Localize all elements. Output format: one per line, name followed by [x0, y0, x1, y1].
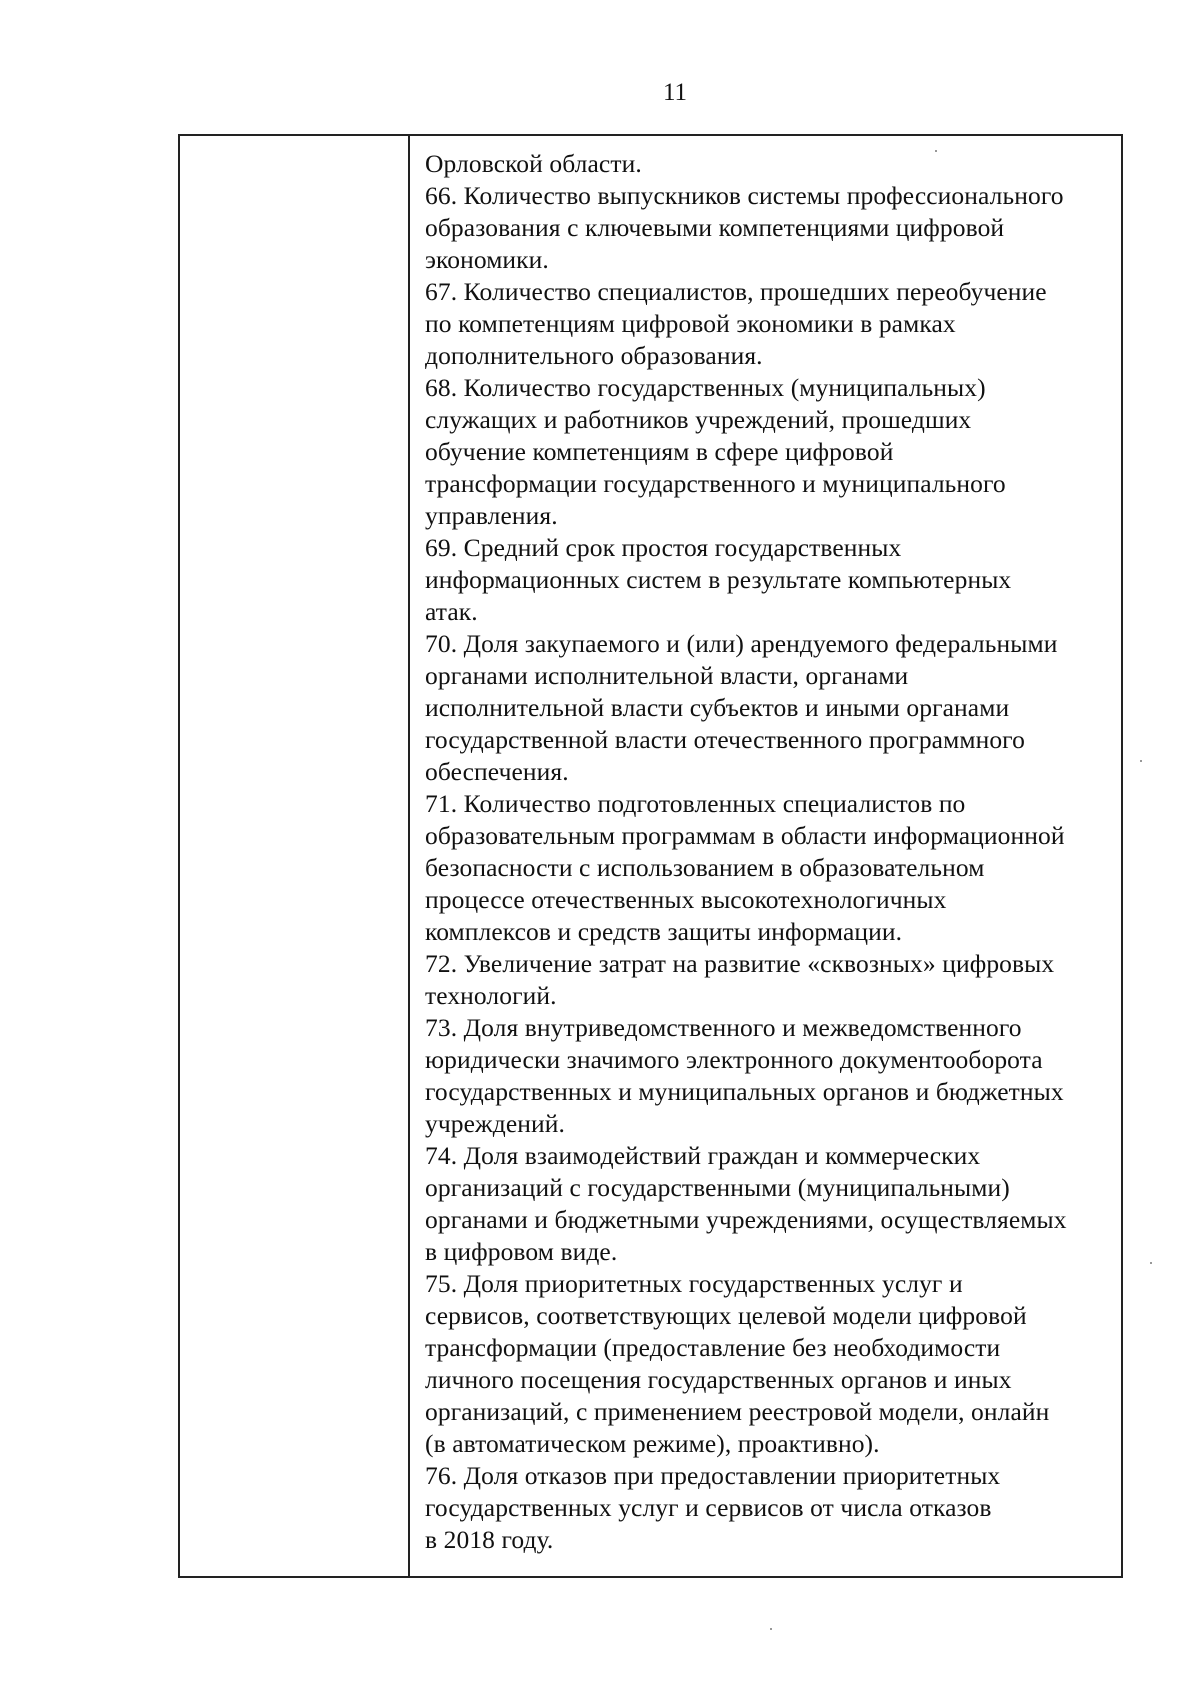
text-line: учреждений. — [425, 1109, 565, 1138]
text-line: экономики. — [425, 245, 549, 274]
text-line: 70. Доля закупаемого и (или) арендуемого федеральными — [425, 629, 1058, 658]
indicator-table — [178, 134, 1123, 1578]
text-line: 73. Доля внутриведомственного и межведомственного — [425, 1013, 1022, 1042]
text-line: сервисов, соответствующих целевой модели цифровой — [425, 1301, 1027, 1330]
text-line: государственных услуг и сервисов от числа отказов — [425, 1493, 992, 1522]
text-line: личного посещения государственных органов и иных — [425, 1365, 1012, 1394]
scan-speck — [1150, 1262, 1152, 1264]
scan-speck — [770, 1628, 772, 1630]
text-line: государственной власти отечественного программного — [425, 725, 1025, 754]
text-line: 69. Средний срок простоя государственных — [425, 533, 902, 562]
text-line: процессе отечественных высокотехнологичных — [425, 885, 947, 914]
text-line: образовательным программам в области информационной — [425, 821, 1065, 850]
text-line: 75. Доля приоритетных государственных услуг и — [425, 1269, 963, 1298]
text-line: обеспечения. — [425, 757, 569, 786]
text-line: 74. Доля взаимодействий граждан и коммерческих — [425, 1141, 981, 1170]
text-line: организаций, с применением реестровой модели, онлайн — [425, 1397, 1050, 1426]
text-line: обучение компетенциям в сфере цифровой — [425, 437, 894, 466]
table-right-column — [410, 136, 1121, 1576]
text-line: комплексов и средств защиты информации. — [425, 917, 903, 946]
text-line: юридически значимого электронного документооборота — [425, 1045, 1043, 1074]
text-line: государственных и муниципальных органов и бюджетных — [425, 1077, 1064, 1106]
text-line: безопасности с использованием в образовательном — [425, 853, 985, 882]
text-line: 76. Доля отказов при предоставлении приоритетных — [425, 1461, 1001, 1490]
text-line: служащих и работников учреждений, прошедших — [425, 405, 972, 434]
text-line: информационных систем в результате компьютерных — [425, 565, 1012, 594]
text-line: 71. Количество подготовленных специалистов по — [425, 789, 966, 818]
table-left-column — [180, 136, 410, 1576]
text-line: 72. Увеличение затрат на развитие «сквозных» цифровых — [425, 949, 1055, 978]
text-line: атак. — [425, 597, 478, 626]
text-line: дополнительного образования. — [425, 341, 763, 370]
text-line: организаций с государственными (муниципальными) — [425, 1173, 1010, 1202]
scan-speck — [935, 150, 937, 152]
page-number: 11 — [662, 79, 688, 106]
text-line: органами исполнительной власти, органами — [425, 661, 909, 690]
text-line: управления. — [425, 501, 558, 530]
text-line: образования с ключевыми компетенциями цифровой — [425, 213, 1005, 242]
scan-speck — [1140, 760, 1142, 762]
text-line: Орловской области. — [425, 149, 642, 178]
text-line: 68. Количество государственных (муниципальных) — [425, 373, 986, 402]
text-line: органами и бюджетными учреждениями, осуществляемых — [425, 1205, 1067, 1234]
text-line: в цифровом виде. — [425, 1237, 618, 1266]
text-line: по компетенциям цифровой экономики в рамках — [425, 309, 956, 338]
text-line: (в автоматическом режиме), проактивно). — [425, 1429, 880, 1458]
text-line: исполнительной власти субъектов и иными органами — [425, 693, 1010, 722]
text-line: трансформации государственного и муниципального — [425, 469, 1006, 498]
text-line: трансформации (предоставление без необходимости — [425, 1333, 1001, 1362]
text-line: технологий. — [425, 981, 557, 1010]
text-line: в 2018 году. — [425, 1525, 554, 1554]
text-line: 67. Количество специалистов, прошедших переобучение — [425, 277, 1047, 306]
text-line: 66. Количество выпускников системы профессионального — [425, 181, 1064, 210]
